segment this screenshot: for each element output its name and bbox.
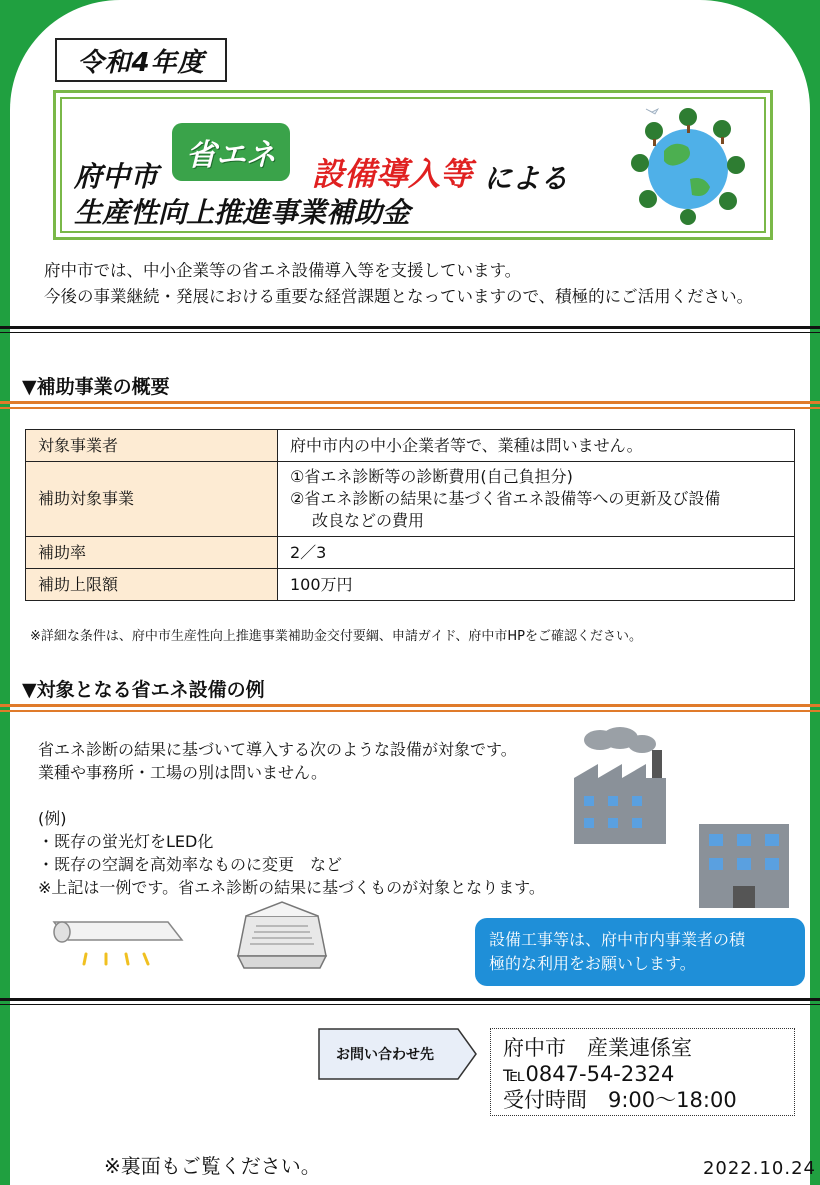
table-row bbox=[26, 430, 795, 462]
air-conditioner-icon bbox=[236, 898, 328, 974]
row-label: 補助率 bbox=[26, 537, 278, 569]
table-row bbox=[26, 569, 795, 601]
summary-divider bbox=[0, 401, 820, 409]
table-row bbox=[26, 537, 795, 569]
divider-top bbox=[0, 326, 820, 333]
banner-subsidy-name: 生産性向上推進事業補助金 bbox=[74, 196, 411, 229]
target-line: (例) bbox=[38, 809, 67, 828]
target-line bbox=[38, 784, 598, 807]
callout-line-2: 極的な利用をお願いします。 bbox=[489, 954, 696, 973]
row-value bbox=[278, 462, 795, 537]
banner-energy-tag: 省エネ bbox=[172, 123, 290, 181]
row-label: 補助上限額 bbox=[26, 569, 278, 601]
target-line: ・既存の蛍光灯をLED化 bbox=[38, 832, 214, 851]
table-row bbox=[26, 462, 795, 537]
contact-info bbox=[490, 1028, 795, 1116]
summary-note: ※詳細な条件は、府中市生産性向上推進事業補助金交付要綱、申請ガイド、府中市HPをご確認ください。 bbox=[30, 629, 642, 644]
target-line: 業種や事務所・工場の別は問いません。 bbox=[38, 763, 327, 782]
banner-city: 府中市 bbox=[74, 160, 159, 193]
value-line: ①省エネ診断等の診断費用(自己負担分) bbox=[290, 467, 573, 486]
contact-tel: ℡0847-54-2324 bbox=[503, 1062, 675, 1086]
row-value: 100万円 bbox=[278, 569, 795, 601]
target-line: ・既存の空調を高効率なものに変更 など bbox=[38, 855, 343, 874]
value-line: ②省エネ診断の結果に基づく省エネ設備等への更新及び設備 bbox=[290, 489, 721, 508]
contact-label bbox=[318, 1028, 478, 1080]
summary-section-title: ▼補助事業の概要 bbox=[22, 376, 170, 398]
targets-divider bbox=[0, 704, 820, 712]
targets-section-title: ▼対象となる省エネ設備の例 bbox=[22, 679, 265, 701]
banner-suffix: による bbox=[484, 162, 569, 195]
target-line: ※上記は一例です。省エネ診断の結果に基づくものが対象となります。 bbox=[38, 878, 545, 897]
banner-highlight: 設備導入等 bbox=[312, 155, 473, 193]
targets-text bbox=[38, 738, 598, 899]
row-value: 府中市内の中小企業者等で、業種は問いません。 bbox=[278, 430, 795, 462]
led-light-icon bbox=[50, 916, 186, 972]
row-label: 対象事業者 bbox=[26, 430, 278, 462]
target-line: 省エネ診断の結果に基づいて導入する次のような設備が対象です。 bbox=[38, 740, 517, 759]
contact-hours: 受付時間 9:00～18:00 bbox=[503, 1088, 737, 1112]
value-line: 改良などの費用 bbox=[312, 511, 425, 530]
issue-date: 2022.10.24 bbox=[702, 1158, 816, 1179]
divider-bottom bbox=[0, 998, 820, 1005]
back-side-note: ※裏面もご覧ください。 bbox=[104, 1154, 321, 1178]
contact-office: 府中市 産業連係室 bbox=[503, 1036, 692, 1060]
contact-label-text: お問い合わせ先 bbox=[336, 1047, 434, 1063]
factory-icon bbox=[570, 726, 680, 846]
callout-line-1: 設備工事等は、府中市内事業者の積 bbox=[489, 930, 746, 949]
local-contractor-callout bbox=[475, 918, 805, 986]
title-banner bbox=[53, 90, 773, 240]
summary-table bbox=[25, 429, 795, 601]
fiscal-year-label: 令和4年度 bbox=[55, 38, 227, 82]
row-value: 2／3 bbox=[278, 537, 795, 569]
intro-text bbox=[44, 258, 804, 310]
earth-trees-icon bbox=[624, 101, 752, 229]
row-label: 補助対象事業 bbox=[26, 462, 278, 537]
office-building-icon bbox=[697, 822, 791, 910]
intro-line-2: 今後の事業継続・発展における重要な経営課題となっていますので、積極的にご活用ください。 bbox=[44, 287, 754, 306]
intro-line-1: 府中市では、中小企業等の省エネ設備導入等を支援しています。 bbox=[44, 261, 522, 280]
